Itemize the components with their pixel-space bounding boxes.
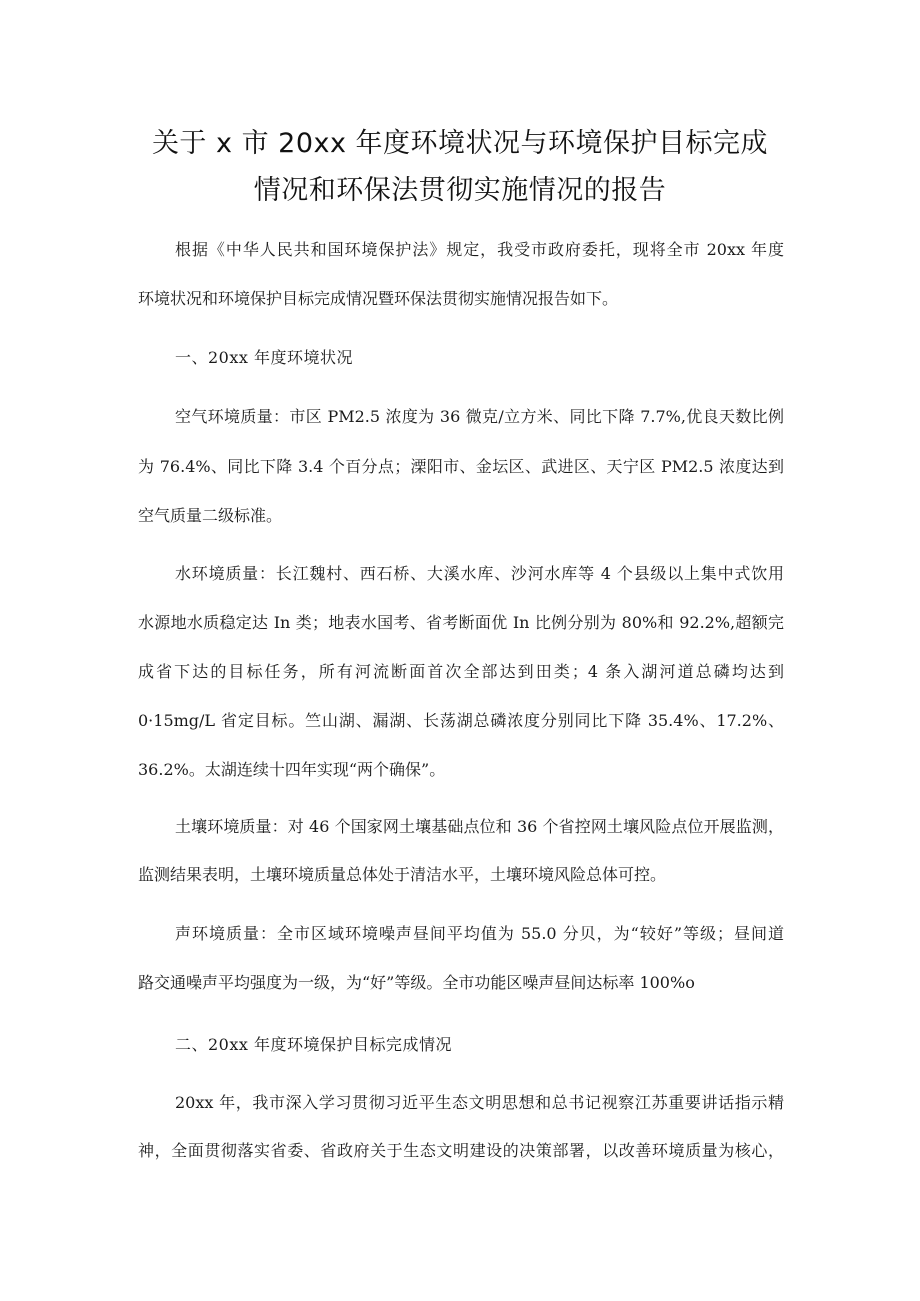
section-1-heading: 一、20xx 年度环境状况 bbox=[175, 348, 353, 367]
noise-quality-line-1: 声环境质量：全市区域环境噪声昼间平均值为 55.0 分贝，为“较好”等级；昼间道 bbox=[175, 924, 784, 943]
water-quality-line-2: 水源地水质稳定达 In 类；地表水国考、省考断面优 In 比例分别为 80%和 92.2%,超额完 bbox=[138, 613, 784, 632]
air-quality-line-1: 空气环境质量：市区 PM2.5 浓度为 36 微克/立方米、同比下降 7.7%,优良天数比例 bbox=[175, 407, 784, 426]
intro-line-1: 根据《中华人民共和国环境保护法》规定，我受市政府委托，现将全市 20xx 年度 bbox=[175, 240, 784, 259]
water-quality-line-4: 0·15mg/L 省定目标。竺山湖、漏湖、长荡湖总磷浓度分别同比下降 35.4%、17.2%、 bbox=[138, 711, 784, 730]
section-2-paragraph-line-2: 神，全面贯彻落实省委、省政府关于生态文明建设的决策部署，以改善环境质量为核心， bbox=[138, 1141, 784, 1160]
soil-quality-line-2: 监测结果表明，土壤环境质量总体处于清洁水平，土壤环境风险总体可控。 bbox=[138, 865, 667, 884]
water-quality-line-5: 36.2%。太湖连续十四年实现“两个确保”。 bbox=[138, 760, 446, 779]
section-2-paragraph-line-1: 20xx 年，我市深入学习贯彻习近平生态文明思想和总书记视察江苏重要讲话指示精 bbox=[175, 1093, 784, 1112]
air-quality-line-3: 空气质量二级标准。 bbox=[138, 506, 283, 525]
soil-quality-line-1: 土壤环境质量：对 46 个国家网土壤基础点位和 36 个省控网土壤风险点位开展监测， bbox=[175, 817, 784, 836]
intro-line-2: 环境状况和环境保护目标完成情况暨环保法贯彻实施情况报告如下。 bbox=[138, 289, 619, 308]
section-2-heading: 二、20xx 年度环境保护目标完成情况 bbox=[175, 1035, 452, 1054]
noise-quality-line-2: 路交通噪声平均强度为一级，为“好”等级。全市功能区噪声昼间达标率 100%o bbox=[138, 973, 695, 992]
water-quality-line-3: 成省下达的目标任务，所有河流断面首次全部达到田类；4 条入湖河道总磷均达到 bbox=[138, 662, 784, 681]
report-title-line-1: 关于 x 市 20xx 年度环境状况与环境保护目标完成 bbox=[151, 128, 769, 159]
air-quality-line-2: 为 76.4%、同比下降 3.4 个百分点；溧阳市、金坛区、武进区、天宁区 PM2.5 浓度达到 bbox=[138, 457, 784, 476]
report-title-line-2: 情况和环保法贯彻实施情况的报告 bbox=[253, 175, 667, 206]
water-quality-line-1: 水环境质量：长江魏村、西石桥、大溪水库、沙河水库等 4 个县级以上集中式饮用 bbox=[175, 564, 784, 583]
